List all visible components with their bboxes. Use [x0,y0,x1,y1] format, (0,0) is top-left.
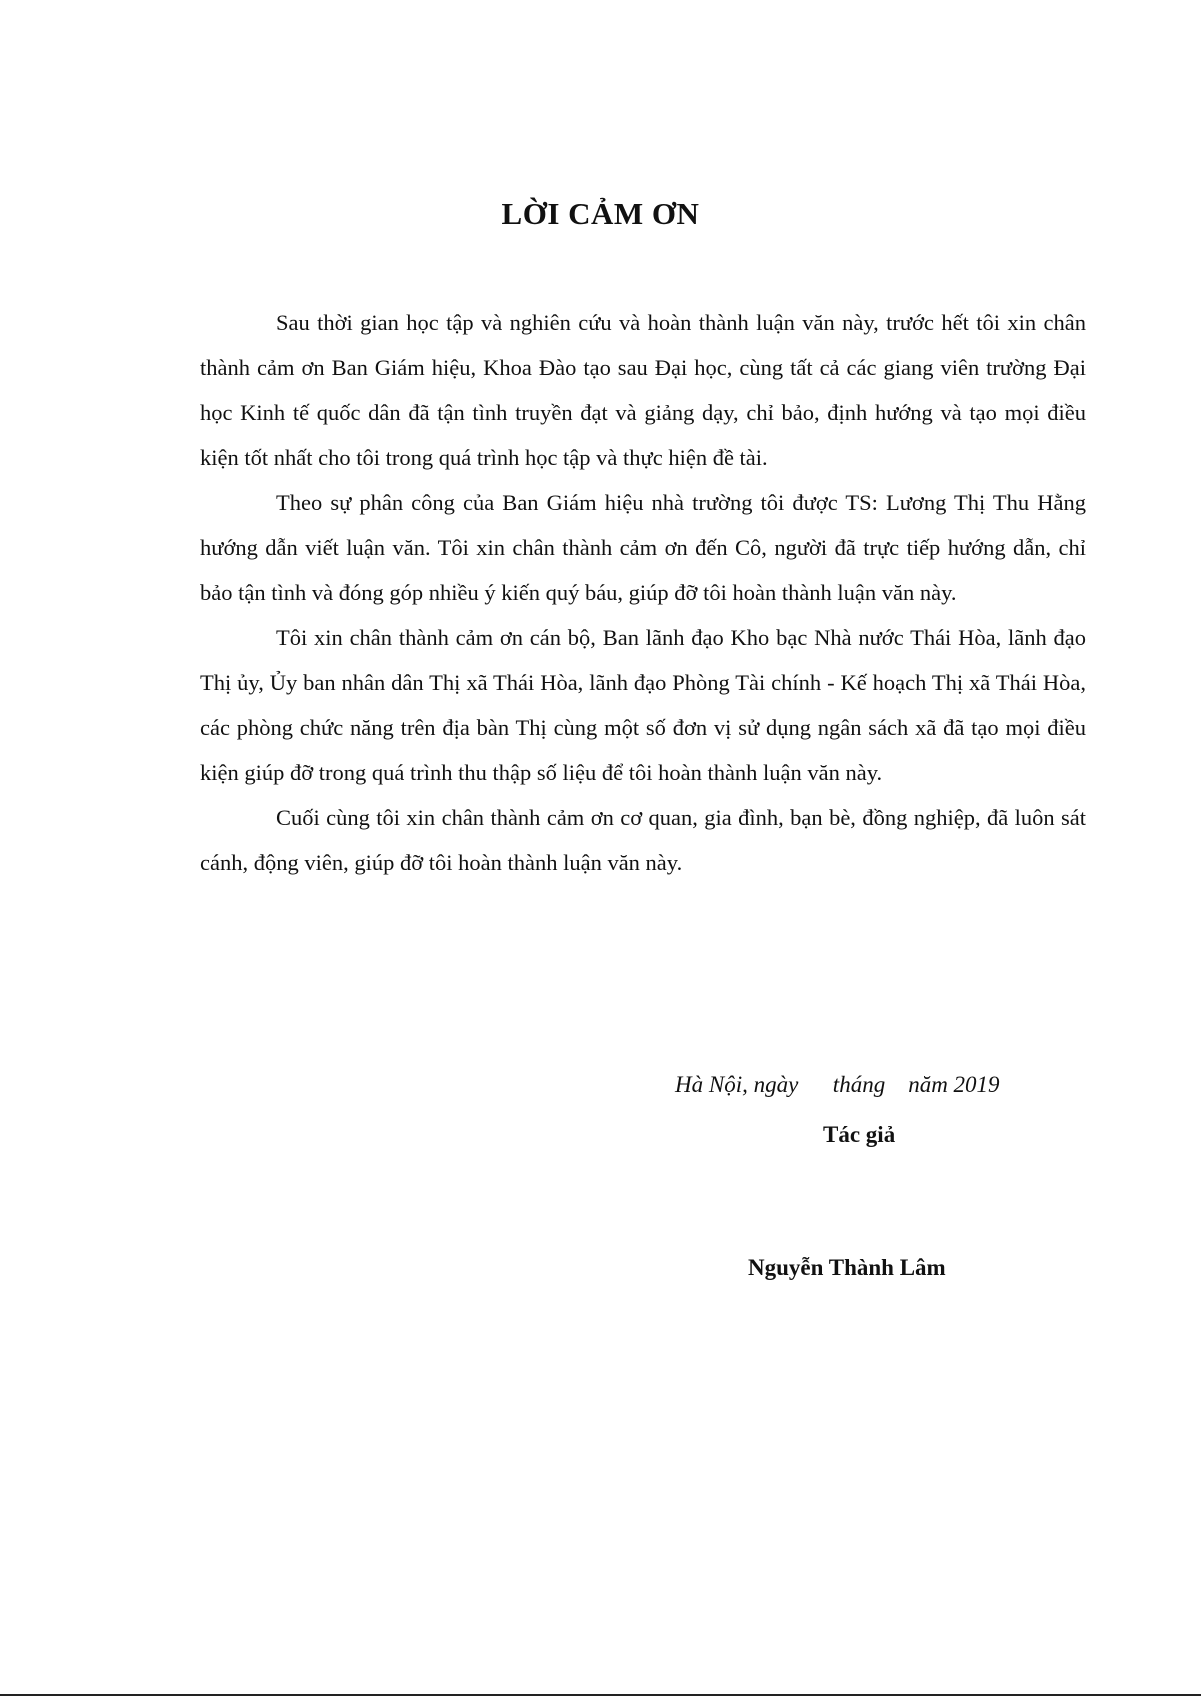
paragraph-3: Tôi xin chân thành cảm ơn cán bộ, Ban lãnh đạo Kho bạc Nhà nước Thái Hòa, lãnh đạo Thị ủy, Ủy ban nhân dân Thị xã Thái Hòa, lãnh đạo Phòng Tài chính - Kế hoạch Thị xã Thái Hòa, các phòng chức năng trên địa bàn Thị cùng một số đơn vị sử dụng ngân sách xã đã tạo mọi điều kiện giúp đỡ trong quá trình thu thập số liệu để tôi hoàn thành luận văn này. [200,625,1086,785]
signature-role: Tác giả [823,1122,896,1147]
signature-place-date: Hà Nội, ngày tháng năm 2019 [675,1072,1000,1097]
page-title: LỜI CẢM ƠN [501,196,700,231]
paragraph-2: Theo sự phân công của Ban Giám hiệu nhà trường tôi được TS: Lương Thị Thu Hằng hướng dẫn viết luận văn. Tôi xin chân thành cảm ơn đến Cô, người đã trực tiếp hướng dẫn, chỉ bảo tận tình và đóng góp nhiều ý kiến quý báu, giúp đỡ tôi hoàn thành luận văn này. [200,490,1086,605]
paragraph-4: Cuối cùng tôi xin chân thành cảm ơn cơ quan, gia đình, bạn bè, đồng nghiệp, đã luôn sát cánh, động viên, giúp đỡ tôi hoàn thành luận văn này. [200,805,1086,875]
signature-name: Nguyễn Thành Lâm [748,1255,946,1280]
acknowledgement-body [200,300,1086,885]
page-bottom-border [0,1694,1201,1696]
paragraph-1: Sau thời gian học tập và nghiên cứu và hoàn thành luận văn này, trước hết tôi xin chân thành cảm ơn Ban Giám hiệu, Khoa Đào tạo sau Đại học, cùng tất cả các giang viên trường Đại học Kinh tế quốc dân đã tận tình truyền đạt và giảng dạy, chỉ bảo, định hướng và tạo mọi điều kiện tốt nhất cho tôi trong quá trình học tập và thực hiện đề tài. [200,310,1086,470]
